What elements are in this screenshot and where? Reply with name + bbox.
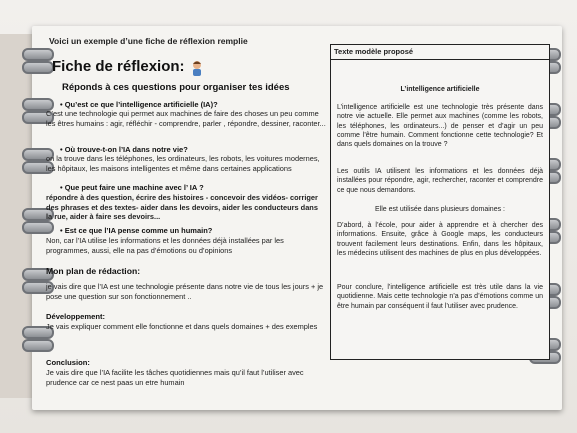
- model-paragraph-3: Elle est utilisée dans plusieurs domaines :: [375, 206, 505, 213]
- plan-title: Mon plan de rédaction:: [46, 266, 141, 276]
- subtitle: Réponds à ces questions pour organiser tes idées: [62, 82, 290, 93]
- page-title: Fiche de réflexion:: [52, 58, 185, 75]
- model-paragraph-4: D’abord, à l’école, pour aider à apprendre et à chercher des informations. Ensuite, grâce à Google maps, les conducteurs trouvent facilement leurs destinations. Enfin, dans les hôpitaux, les médecins utilisent des machines de plus en plus développées.: [337, 222, 543, 257]
- plan-dev: Je vais expliquer comment elle fonctionne et dans quels domaines + des exemples: [46, 322, 318, 331]
- model-box-title: Texte modèle proposé: [334, 47, 414, 56]
- model-heading: L’intelligence artificielle: [400, 86, 480, 93]
- answer-1: C’est une technologie qui permet aux machines de faire des choses un peu comme les êtres humains : agir, réfléchir - comprendre, parler , répondre, dessiner, raconter...: [46, 109, 326, 128]
- model-paragraph-5: Pour conclure, l’intelligence artificielle est très utile dans la vie quotidienne. Mais cette technologie n’a pas d’émotions comme un être humain par conséquent il faut l’utiliser avec prudence.: [337, 284, 543, 310]
- answer-4: Non, car l’IA utilise les informations et les données déjà installées par les programmes, aussi, elle na pas d’émotions ou d’opinions: [46, 236, 284, 255]
- question-3: • Que peut faire une machine avec l’ IA ?: [60, 183, 204, 192]
- plan-dev-title: Développement:: [46, 312, 106, 321]
- question-1: • Qu’est ce que l’intelligence artificielle (IA)?: [60, 100, 218, 109]
- plan-conc-title: Conclusion:: [46, 358, 90, 367]
- plan-intro: je vais dire que l’IA est une technologie présente dans notre vie de tous les jours + je pose une question sur son fonctionnement ..: [46, 282, 324, 301]
- model-paragraph-1: L’intelligence artificielle est une technologie très présente dans notre vie actuelle. Elle permet aux machines (comme les robots, les téléphones, les ordinateurs...) de penser et d’agir un peu comme l’être humain. Comment fonctionne cette technologie? Et dans quels domaines on la trouve ?: [337, 104, 543, 149]
- model-text-box: [330, 44, 550, 360]
- page-header: Voici un exemple d’une fiche de réflexion remplie: [49, 36, 248, 46]
- child-icon: [190, 60, 204, 76]
- question-4: • Est ce que l’IA pense comme un humain?: [60, 226, 213, 235]
- question-2: • Où trouve-t-on l’IA dans notre vie?: [60, 145, 188, 154]
- plan-conc: Je vais dire que l’IA facilite les tâches quotidiennes mais qu’il faut l’utiliser avec prudence car ce nest paas un etre humain: [46, 368, 304, 387]
- answer-3: répondre à des question, écrire des histoires - concevoir des vidéos- corriger des phrases et des textes- aider dans les devoirs, aider les conducteurs dans la rue, aider à faire ses devoirs...: [46, 193, 318, 222]
- model-paragraph-2: Les outils IA utilisent les informations et les données déjà installées pour répondre, agir, rechercher, raconter et comprendre ce que nous demandons.: [337, 168, 543, 194]
- answer-2: on la trouve dans les téléphones, les ordinateurs, les robots, les voitures modernes, les hôpitaux, les maisons intelligentes et même dans certaines applications: [46, 154, 320, 173]
